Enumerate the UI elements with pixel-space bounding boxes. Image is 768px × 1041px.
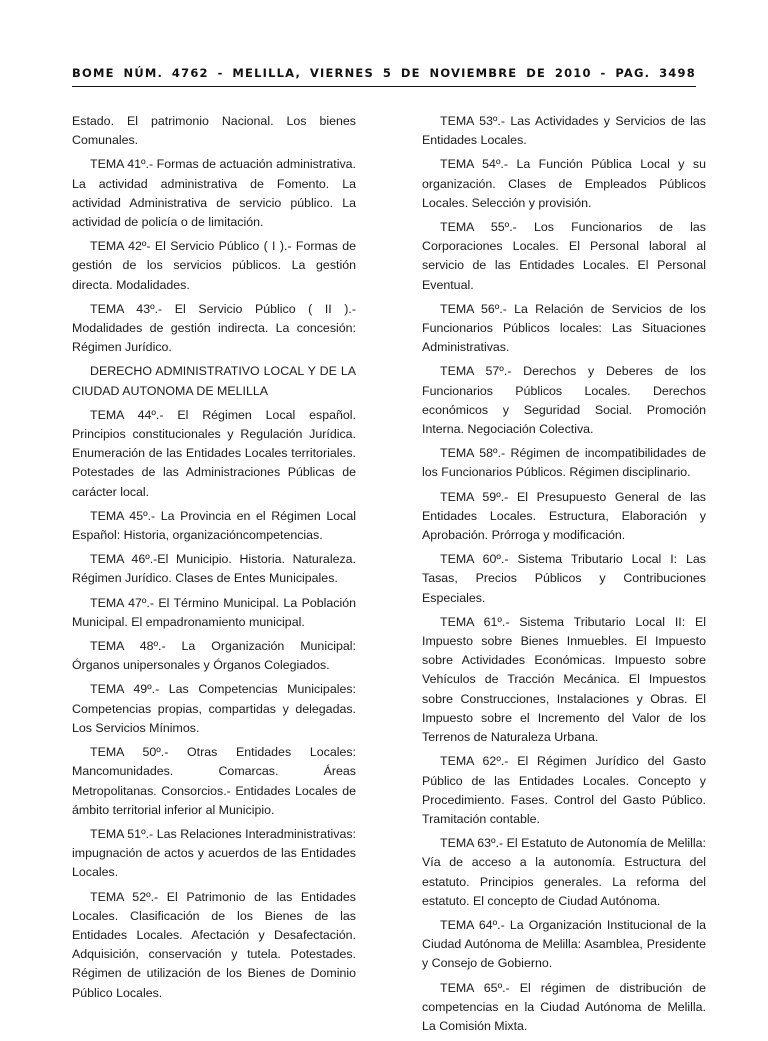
right-column (422, 112, 706, 1041)
paragraph: TEMA 60º.- Sistema Tributario Local I: Las Tasas, Precios Públicos y Contribuciones Especiales. (422, 552, 706, 605)
paragraph: TEMA 52º.- El Patrimonio de las Entidades Locales. Clasificación de los Bienes de las Entidades Locales. Afectación y Desafectación. Adquisición, conservación y tutela. Potestades. Régimen de utilización de los Bienes de Dominio Público Locales. (72, 889, 356, 1000)
paragraph: TEMA 49º.- Las Competencias Municipales: Competencias propias, compartidas y delegadas. Los Servicios Mínimos. (72, 682, 356, 735)
header-dash: - (217, 66, 224, 80)
paragraph: TEMA 44º.- El Régimen Local español. Principios constitucionales y Regulación Jurídica. Enumeración de las Entidades Locales territoriales. Potestades de las Administraciones Públicas de carácter local. (72, 407, 356, 499)
paragraph: Estado. El patrimonio Nacional. Los bienes Comunales. (72, 114, 356, 148)
page-header (72, 66, 696, 80)
paragraph: TEMA 65º.- El régimen de distribución de competencias en la Ciudad Autónoma de Melilla. La Comisión Mixta. (422, 980, 706, 1033)
header-num: NÚM. (123, 66, 164, 80)
header-issue-number: 4762 (171, 66, 209, 80)
header-de: DE (400, 66, 421, 80)
paragraph: TEMA 54º.- La Función Pública Local y su organización. Clases de Empleados Públicos Locales. Selección y provisión. (422, 157, 706, 210)
header-weekday: VIERNES (309, 66, 374, 80)
paragraph: TEMA 57º.- Derechos y Deberes de los Funcionarios Públicos Locales. Derechos económicos y Seguridad Social. Promoción Interna. Negociación Colectiva. (422, 364, 706, 437)
paragraph: TEMA 50º.- Otras Entidades Locales: Mancomunidades. Comarcas. Áreas Metropolitanas. Consorcios.- Entidades Locales de ámbito territorial inferior al Municipio. (72, 745, 356, 817)
paragraph: TEMA 41º.- Formas de actuación administrativa. La actividad administrativa de Fomento. La actividad Administrativa de servicio público. La actividad de policía o de limitación. (72, 157, 356, 230)
paragraph: TEMA 63º.- El Estatuto de Autonomía de Melilla: Vía de acceso a la autonomía. Estructura del estatuto. Principios generales. La reforma del estatuto. El concepto de Ciudad Autónoma. (422, 836, 706, 908)
paragraph: TEMA 62º.- El Régimen Jurídico del Gasto Público de las Entidades Locales. Concepto y Procedimiento. Fases. Control del Gasto Público. Tramitación contable. (422, 754, 706, 826)
paragraph: TEMA 58º.- Régimen de incompatibilidades de los Funcionarios Públicos. Régimen disciplinario. (422, 446, 706, 480)
paragraph: TEMA 48º.- La Organización Municipal: Órganos unipersonales y Órganos Colegiados. (72, 639, 356, 673)
header-city: MELILLA, (232, 66, 302, 80)
header-rule (72, 86, 696, 87)
paragraph: TEMA 42º- El Servicio Público ( I ).- Formas de gestión de los servicios públicos. La gestión directa. Modalidades. (72, 239, 356, 292)
header-dash: - (600, 66, 607, 80)
paragraph: TEMA 55º.- Los Funcionarios de las Corporaciones Locales. El Personal laboral al servicio de las Entidades Locales. El Personal Eventual. (422, 220, 706, 292)
paragraph: TEMA 45º.- La Provincia en el Régimen Local Español: Historia, organizacióncompetencias. (72, 508, 356, 543)
paragraph: TEMA 61º.- Sistema Tributario Local II: El Impuesto sobre Bienes Inmuebles. El Impuesto sobre Actividades Económicas. Impuesto sobre Vehículos de Tracción Mecánica. El Impuestos sobre Construcciones, Instalaciones y Obras. El Impuesto sobre el Incremento del Valor de los Terrenos de Naturaleza Urbana. (422, 614, 706, 745)
header-de: DE (526, 66, 547, 80)
paragraph: TEMA 43º.- El Servicio Público ( II ).- Modalidades de gestión indirecta. La concesión: Régimen Jurídico. (72, 301, 356, 355)
paragraph: TEMA 59º.- El Presupuesto General de las Entidades Locales. Estructura, Elaboración y Aprobación. Prórroga y modificación. (422, 489, 706, 543)
paragraph: TEMA 47º.- El Término Municipal. La Población Municipal. El empadronamiento municipal. (72, 595, 356, 629)
paragraph: TEMA 56º.- La Relación de Servicios de los Funcionarios Públicos locales: Las Situaciones Administrativas. (422, 301, 706, 355)
paragraph: TEMA 46º.-El Municipio. Historia. Naturaleza. Régimen Jurídico. Clases de Entes Municipales. (72, 552, 356, 586)
header-bome: BOME (72, 66, 115, 80)
header-day: 5 (382, 66, 393, 80)
header-year: 2010 (554, 66, 592, 80)
paragraph: TEMA 53º.- Las Actividades y Servicios de las Entidades Locales. (422, 114, 706, 148)
section-heading: DERECHO ADMINISTRATIVO LOCAL Y DE LA CIUDAD AUTONOMA DE MELILLA (72, 364, 356, 398)
header-month: NOVIEMBRE (429, 66, 518, 80)
paragraph: TEMA 64º.- La Organización Institucional de la Ciudad Autónoma de Melilla: Asamblea, Presidente y Consejo de Gobierno. (422, 917, 706, 971)
paragraph: TEMA 51º.- Las Relaciones Interadministrativas: impugnación de actos y acuerdos de las Entidades Locales. (72, 826, 356, 880)
header-page-number: 3498 (659, 66, 696, 80)
header-pag: PAG. (615, 66, 651, 80)
left-column (72, 112, 356, 1008)
